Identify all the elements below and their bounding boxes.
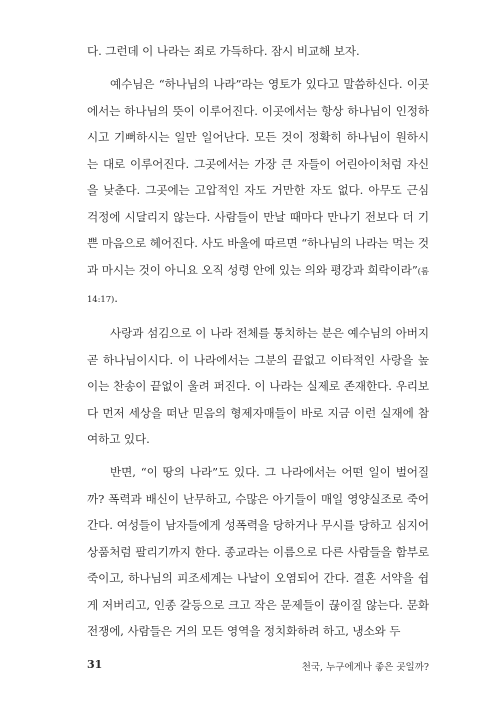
paragraph-3 [87,320,429,453]
page-number: 31 [87,658,103,671]
running-title: 천국, 누구에게나 좋은 곳일까? [301,662,429,673]
paragraph-1 [87,38,429,65]
paragraph-1-text: 다. 그런데 이 나라는 죄로 가득하다. 잠시 비교해 보자. [87,44,360,58]
paragraph-3-text: 사랑과 섬김으로 이 나라 전체를 통치하는 분은 예수님의 아버지 곧 하나님이시다. 이 나라에서는 그분의 끝없고 이타적인 사랑을 높이는 찬송이 끝없이 울려 퍼진다. 이 나라는 실제로 존재한다. 우리보다 먼저 세상을 떠난 믿음의 형제자매들이 바로 지금 이런 실재에 참여하고 있다. [87,326,429,446]
paragraph-2 [87,71,429,314]
scripture-citation: (롬 14:17) [87,266,429,305]
page-footer [87,658,429,674]
paragraph-2-end: . [114,291,118,305]
paragraph-4 [87,459,429,645]
paragraph-4-text: 반면, “이 땅의 나라”도 있다. 그 나라에서는 어떤 일이 벌어질까? 폭력과 배신이 난무하고, 수많은 아기들이 매일 영양실조로 죽어간다. 여성들이 남자들에게 성폭력을 당하거나 무시를 당하고 심지어 상품처럼 팔리기까지 한다. 종교라는 이름으로 다른 사람들을 함부로 죽이고, 하나님의 피조세계는 나날이 오염되어 간다. 결혼 서약을 쉽게 저버리고, 인종 갈등으로 크고 작은 문제들이 끊이질 않는다. 문화 전쟁에, 사람들은 거의 모든 영역을 정치화하려 하고, 냉소와 두 [87,465,429,638]
paragraph-2-text: 예수님은 “하나님의 나라”라는 영토가 있다고 말씀하신다. 이곳에서는 하나님의 뜻이 이루어진다. 이곳에서는 항상 하나님이 인정하시고 기뻐하시는 일만 일어난다. 모든 것이 정확히 하나님이 원하시는 대로 이루어진다. 그곳에서는 가장 큰 자들이 어린아이처럼 자신을 낮춘다. 그곳에는 고압적인 자도 거만한 자도 없다. 아무도 근심 걱정에 시달리지 않는다. 사람들이 만날 때마다 만나기 전보다 더 기쁜 마음으로 헤어진다. 사도 바울에 따르면 “하나님의 나라는 먹는 것과 마시는 것이 아니요 오직 성령 안에 있는 의와 평강과 희락이라” [87,77,429,277]
body-text [87,38,429,651]
